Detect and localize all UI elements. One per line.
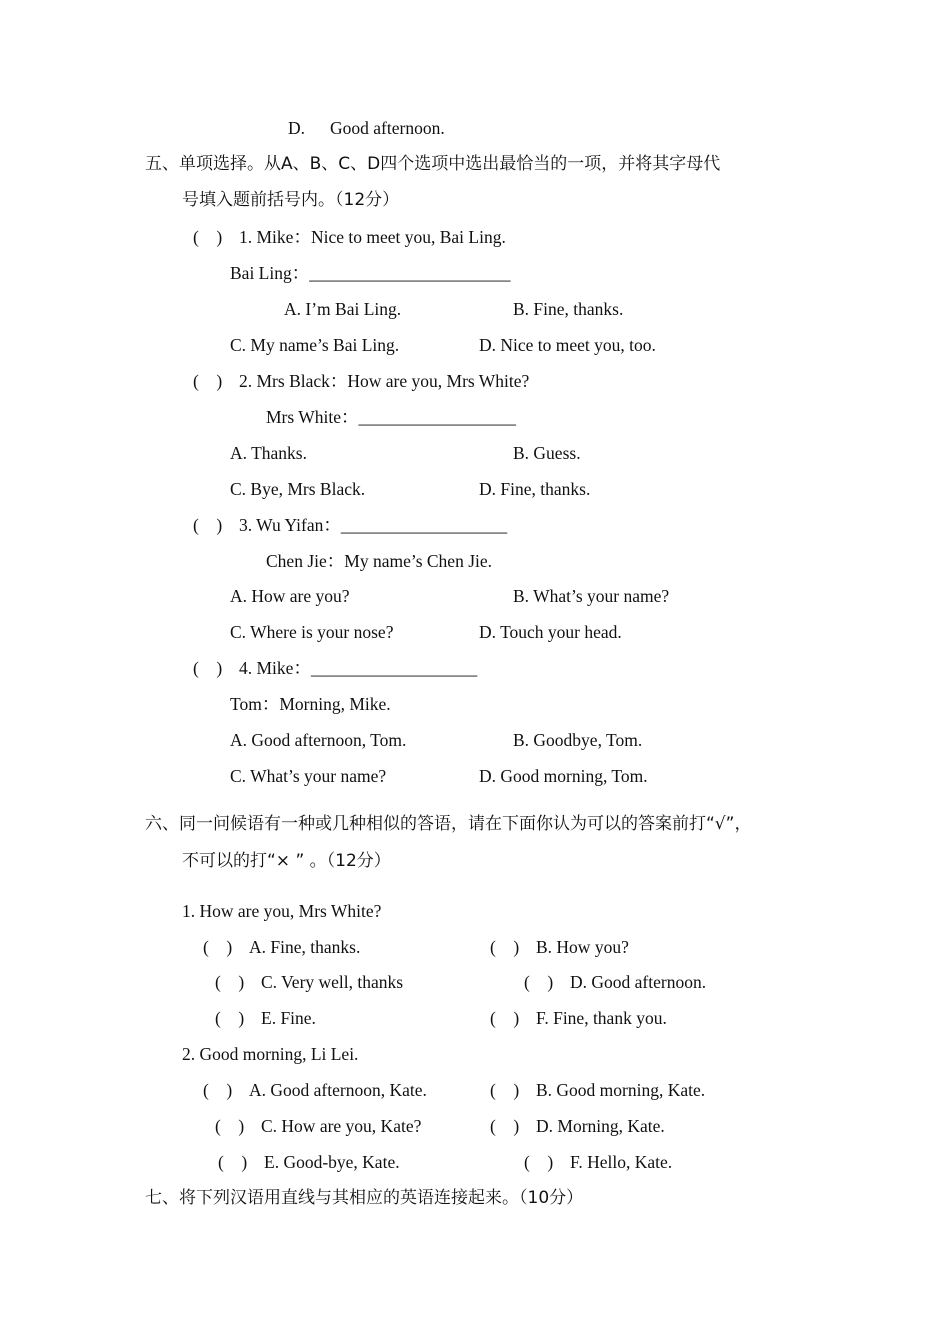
question-3-reply: Chen Jie：My name’s Chen Jie. <box>266 551 493 571</box>
answer-paren[interactable]: ( ) <box>193 227 223 247</box>
option-c: C. My name’s Bai Ling. <box>230 335 400 355</box>
option-b: B. What’s your name? <box>513 586 670 606</box>
option-d: D. Nice to meet you, too. <box>479 335 656 355</box>
option-c: C. What’s your name? <box>230 766 387 786</box>
answer-paren[interactable]: ( ) <box>218 1152 248 1172</box>
reply-option-c: C. How are you, Kate? <box>261 1116 422 1136</box>
reply-option-d: D. Morning, Kate. <box>536 1116 665 1136</box>
answer-paren[interactable]: ( ) <box>490 1008 520 1028</box>
reply-option-d: D. Good afternoon. <box>570 972 707 992</box>
option-d: D. Fine, thanks. <box>479 479 591 499</box>
option-c: C. Where is your nose? <box>230 622 394 642</box>
question-2-reply: Mrs White：__________________ <box>266 407 517 427</box>
answer-paren[interactable]: ( ) <box>203 937 233 957</box>
question-2: 2. Mrs Black：How are you, Mrs White? <box>239 371 530 391</box>
question-4-reply: Tom：Morning, Mike. <box>230 694 391 714</box>
reply-option-a: A. Fine, thanks. <box>249 937 361 957</box>
prev-option-letter: D. <box>288 118 306 138</box>
reply-option-f: F. Fine, thank you. <box>536 1008 667 1028</box>
question-3: 3. Wu Yifan：___________________ <box>239 515 508 535</box>
question-4: 4. Mike：___________________ <box>239 658 478 678</box>
option-b: B. Goodbye, Tom. <box>513 730 643 750</box>
greeting-question-2: 2. Good morning, Li Lei. <box>182 1044 359 1064</box>
option-a: A. Good afternoon, Tom. <box>230 730 407 750</box>
answer-paren[interactable]: ( ) <box>490 937 520 957</box>
answer-paren[interactable]: ( ) <box>524 1152 554 1172</box>
answer-paren[interactable]: ( ) <box>193 658 223 678</box>
section6-title-line2: 不可以的打“× ” 。（12分） <box>182 851 391 871</box>
option-c: C. Bye, Mrs Black. <box>230 479 366 499</box>
reply-option-e: E. Good-bye, Kate. <box>264 1152 400 1172</box>
answer-paren[interactable]: ( ) <box>490 1116 520 1136</box>
answer-paren[interactable]: ( ) <box>215 1008 245 1028</box>
answer-paren[interactable]: ( ) <box>524 972 554 992</box>
option-d: D. Touch your head. <box>479 622 622 642</box>
answer-paren[interactable]: ( ) <box>193 371 223 391</box>
answer-paren[interactable]: ( ) <box>203 1080 233 1100</box>
greeting-question-1: 1. How are you, Mrs White? <box>182 901 382 921</box>
reply-option-b: B. Good morning, Kate. <box>536 1080 706 1100</box>
question-1: 1. Mike：Nice to meet you, Bai Ling. <box>239 227 506 247</box>
option-b: B. Guess. <box>513 443 581 463</box>
question-1-reply: Bai Ling：_______________________ <box>230 263 511 283</box>
prev-option-text: Good afternoon. <box>330 118 445 138</box>
section5-title-line2: 号填入题前括号内。（12分） <box>182 190 400 210</box>
option-a: A. Thanks. <box>230 443 307 463</box>
answer-paren[interactable]: ( ) <box>215 972 245 992</box>
option-b: B. Fine, thanks. <box>513 299 624 319</box>
option-a: A. How are you? <box>230 586 350 606</box>
reply-option-a: A. Good afternoon, Kate. <box>249 1080 427 1100</box>
answer-paren[interactable]: ( ) <box>215 1116 245 1136</box>
reply-option-c: C. Very well, thanks <box>261 972 404 992</box>
reply-option-e: E. Fine. <box>261 1008 316 1028</box>
option-d: D. Good morning, Tom. <box>479 766 648 786</box>
reply-option-f: F. Hello, Kate. <box>570 1152 673 1172</box>
answer-paren[interactable]: ( ) <box>193 515 223 535</box>
section7-title: 七、将下列汉语用直线与其相应的英语连接起来。（10分） <box>145 1188 584 1208</box>
section6-title-line1: 六、同一问候语有一种或几种相似的答语，请在下面你认为可以的答案前打“√”， <box>145 814 752 834</box>
answer-paren[interactable]: ( ) <box>490 1080 520 1100</box>
section5-title-line1: 五、单项选择。从A、B、C、D四个选项中选出最恰当的一项，并将其字母代 <box>145 154 721 174</box>
reply-option-b: B. How you? <box>536 937 629 957</box>
option-a: A. I’m Bai Ling. <box>284 299 402 319</box>
